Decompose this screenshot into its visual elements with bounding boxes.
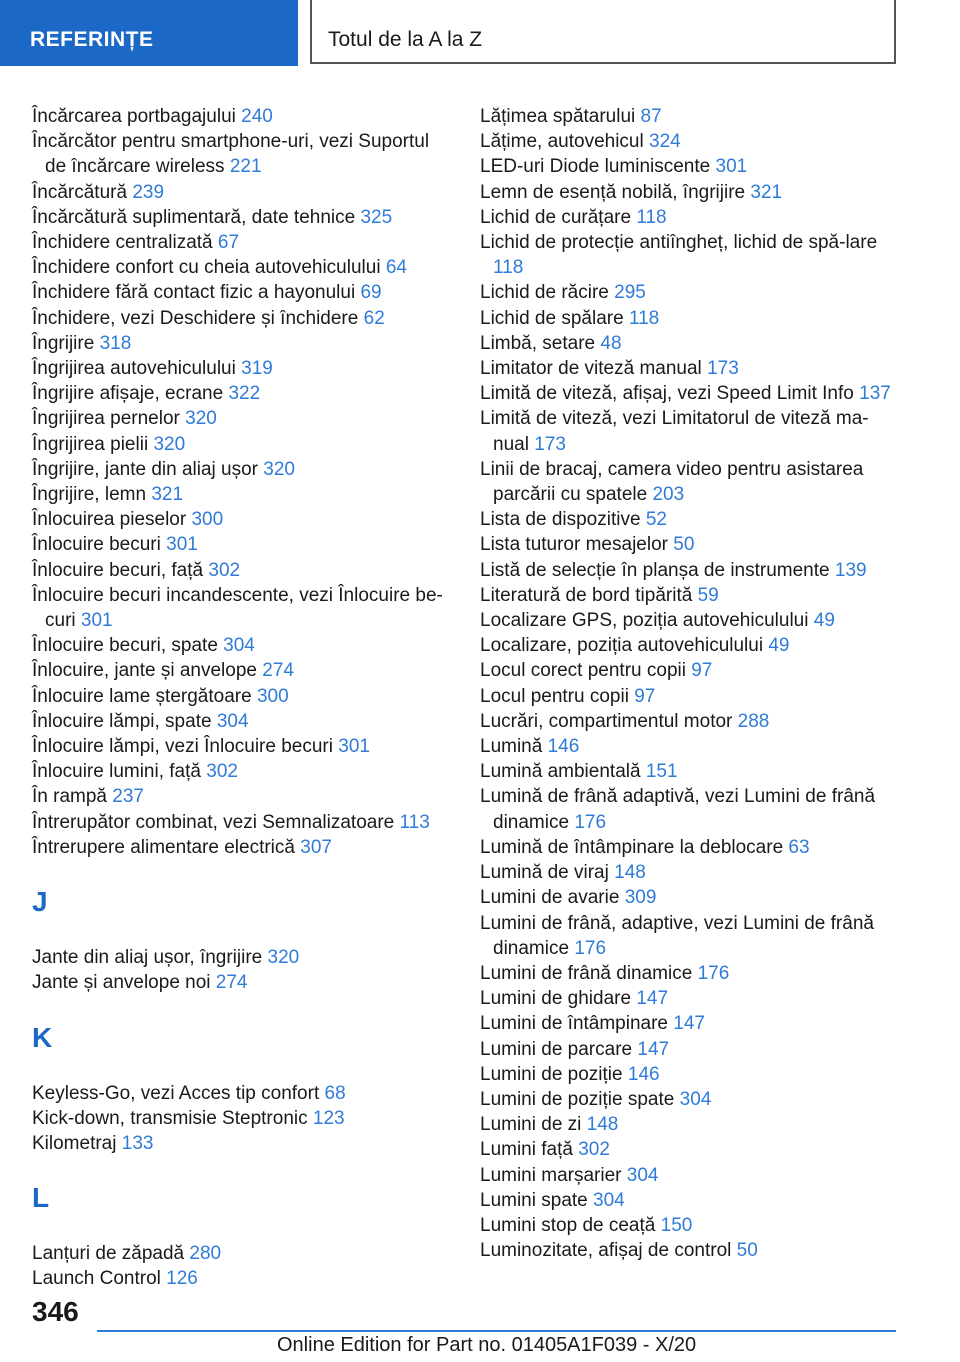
index-entry [32, 1241, 452, 1266]
index-entry [480, 205, 900, 230]
index-entry [480, 180, 900, 205]
index-entry [480, 507, 900, 532]
entry-text: Lichid de protecție antiîngheț, lichid de spă-lare [480, 232, 878, 254]
index-entry [480, 709, 900, 734]
index-entry [480, 986, 900, 1011]
entry-page-link[interactable]: 302 [206, 761, 238, 783]
entry-text: Lucrări, compartimentul motor [480, 710, 733, 732]
entry-page-link[interactable]: 97 [691, 660, 713, 682]
index-entry [480, 457, 900, 507]
entry-text: Lumină ambientală [480, 761, 641, 783]
entry-page-link[interactable]: 151 [645, 761, 678, 783]
index-entry [480, 658, 900, 683]
entry-page-link[interactable]: 280 [189, 1243, 222, 1265]
entry-text: Îngrijire, jante din aliaj ușor [32, 458, 259, 480]
entry-page-link[interactable]: 150 [660, 1214, 693, 1236]
entry-page-link[interactable]: 126 [166, 1268, 198, 1290]
entry-page-link[interactable]: 146 [627, 1063, 660, 1085]
index-group-k [32, 1081, 452, 1157]
entry-page-link[interactable]: 49 [768, 635, 790, 657]
index-entry [480, 381, 900, 406]
index-entry [32, 331, 452, 356]
index-entry [32, 432, 452, 457]
entry-text: Încărcătură suplimentară, date tehnice [32, 206, 356, 228]
entry-page-link[interactable]: 237 [112, 786, 144, 808]
entry-text: Întrerupător combinat, vezi Semnalizatoare [32, 811, 395, 833]
index-entry [32, 406, 452, 431]
index-entry [32, 205, 452, 230]
entry-text: Limbă, setare [480, 332, 596, 354]
index-entry [480, 1213, 900, 1238]
entry-text: Literatură de bord tipărită [480, 584, 693, 606]
index-group-i [32, 104, 452, 860]
entry-text: Limită de viteză, vezi Limitatorul de viteză ma-nual [480, 408, 869, 455]
entry-page-link[interactable]: 221 [229, 156, 262, 178]
index-entry [480, 911, 900, 961]
entry-text: Îngrijire [32, 332, 95, 354]
entry-page-link[interactable]: 133 [121, 1132, 154, 1154]
index-group-l [32, 1241, 452, 1291]
entry-text: Localizare GPS, poziția autovehiculului [480, 610, 809, 632]
index-entry [480, 835, 900, 860]
index-letter-l: L [32, 1182, 50, 1214]
entry-page-link[interactable]: 274 [262, 660, 294, 682]
index-entry [480, 860, 900, 885]
entry-text: Lichid de răcire [480, 282, 609, 304]
chapter-title: Totul de la A la Z [328, 28, 483, 51]
index-entry [480, 306, 900, 331]
index-entry [32, 230, 452, 255]
entry-text: Lumini de frână, adaptive, vezi Lumini de frână dinamice [480, 912, 874, 959]
entry-page-link[interactable]: 67 [217, 232, 240, 254]
entry-page-link[interactable]: 301 [166, 534, 198, 556]
index-entry [32, 583, 452, 633]
entry-page-link[interactable]: 50 [736, 1240, 758, 1262]
entry-page-link[interactable]: 319 [241, 358, 273, 380]
index-entry [32, 1081, 452, 1106]
section-title: REFERINȚE [30, 28, 154, 51]
index-entry [480, 331, 900, 356]
index-entry [32, 180, 452, 205]
entry-text: Lumină [480, 736, 543, 758]
entry-text: Lumină de viraj [480, 862, 609, 884]
entry-text: Lanțuri de zăpadă [32, 1243, 185, 1265]
entry-text: Lichid de curățare [480, 206, 632, 228]
index-entry [32, 507, 452, 532]
entry-text: Înlocuire, jante și anvelope [32, 660, 257, 682]
index-entry [480, 129, 900, 154]
entry-text: Închidere fără contact fizic a hayonului [32, 282, 356, 304]
entry-page-link[interactable]: 324 [649, 131, 681, 153]
entry-text: Linii de bracaj, camera video pentru asistarea parcării cu spatele [480, 458, 864, 506]
entry-text: Înlocuire lămpi, spate [32, 710, 212, 732]
section-tab [0, 0, 298, 66]
entry-page-link[interactable]: 302 [578, 1139, 610, 1161]
index-entry [32, 532, 452, 557]
index-entry [32, 129, 452, 179]
entry-text: Lățime, autovehicul [480, 131, 644, 153]
index-entry [32, 759, 452, 784]
entry-text: Luminozitate, afișaj de control [480, 1240, 732, 1262]
entry-page-link[interactable]: 309 [624, 887, 657, 909]
index-entry [480, 356, 900, 381]
entry-text: Kick-down, transmisie Steptronic [32, 1107, 308, 1129]
entry-text: Lumini de frână dinamice [480, 962, 693, 984]
edition-note: Online Edition for Part no. 01405A1F039 - X/20 [277, 1334, 697, 1356]
entry-text: Înlocuire lămpi, vezi Înlocuire becuri [32, 736, 333, 758]
entry-page-link[interactable]: 63 [788, 836, 810, 858]
entry-page-link[interactable]: 59 [697, 584, 719, 606]
entry-text: Îngrijirea pielii [32, 433, 149, 455]
entry-page-link[interactable]: 64 [385, 257, 407, 279]
entry-text: Închidere, vezi Deschidere și închidere [32, 307, 359, 329]
entry-text: Înlocuire becuri, spate [32, 635, 218, 657]
entry-page-link[interactable]: 176 [697, 962, 730, 984]
entry-page-link[interactable]: 240 [241, 106, 273, 127]
entry-page-link[interactable]: 146 [547, 736, 580, 758]
entry-page-link[interactable]: 68 [324, 1082, 346, 1104]
entry-page-link[interactable]: 118 [493, 257, 524, 279]
entry-text: Îngrijire, lemn [32, 484, 147, 506]
entry-page-link[interactable]: 123 [312, 1107, 345, 1129]
index-entry [480, 1037, 900, 1062]
index-entry [480, 583, 900, 608]
entry-page-link[interactable]: 239 [132, 181, 165, 203]
entry-text: Lumini de parcare [480, 1038, 633, 1060]
index-entry [480, 1087, 900, 1112]
index-entry [480, 1238, 900, 1263]
entry-page-link[interactable]: 137 [859, 383, 891, 405]
entry-page-link[interactable]: 320 [153, 433, 186, 455]
index-entry [32, 633, 452, 658]
index-entry [32, 356, 452, 381]
index-entry [32, 945, 452, 970]
entry-text: Locul pentru copii [480, 685, 629, 707]
index-entry [32, 558, 452, 583]
entry-page-link[interactable]: 304 [626, 1164, 659, 1186]
entry-page-link[interactable]: 62 [363, 307, 385, 329]
entry-page-link[interactable]: 274 [215, 972, 248, 994]
entry-page-link[interactable]: 139 [834, 559, 867, 581]
index-entry [480, 280, 900, 305]
index-letter-k: K [32, 1021, 53, 1053]
entry-text: Lumini spate [480, 1189, 588, 1211]
index-entry [480, 1062, 900, 1087]
entry-page-link[interactable]: 176 [574, 937, 607, 959]
entry-page-link[interactable]: 301 [80, 610, 113, 632]
entry-text: Lemn de esență nobilă, îngrijire [480, 181, 746, 203]
index-entry [480, 154, 900, 179]
index-entry [480, 759, 900, 784]
index-entry [480, 558, 900, 583]
index-entry [32, 255, 452, 280]
entry-text: Locul corect pentru copii [480, 660, 686, 682]
entry-page-link[interactable]: 322 [228, 383, 261, 405]
entry-text: Lumini de zi [480, 1114, 582, 1136]
entry-text: Lumină de întâmpinare la deblocare [480, 836, 784, 858]
entry-page-link[interactable]: 173 [534, 433, 566, 455]
entry-text: Lumini de poziție [480, 1063, 623, 1085]
entry-page-link[interactable]: 50 [673, 534, 695, 556]
index-entry [480, 1137, 900, 1162]
index-entry [480, 1112, 900, 1137]
index-entry [32, 734, 452, 759]
entry-page-link[interactable]: 320 [267, 947, 300, 969]
entry-text: Jante și anvelope noi [32, 972, 211, 994]
index-entry [32, 970, 452, 995]
entry-text: LED-uri Diode luminiscente [480, 156, 711, 178]
footer-divider [97, 1330, 896, 1332]
index-entry [480, 1188, 900, 1213]
index-entry [32, 381, 452, 406]
entry-text: Îngrijire afișaje, ecrane [32, 383, 224, 405]
entry-page-link[interactable]: 300 [191, 509, 224, 531]
entry-page-link[interactable]: 148 [614, 862, 646, 884]
entry-page-link[interactable]: 321 [750, 181, 783, 203]
entry-page-link[interactable]: 320 [185, 408, 217, 430]
entry-text: Lumină de frână adaptivă, vezi Lumini de frână dinamice [480, 786, 876, 833]
entry-page-link[interactable]: 173 [707, 358, 739, 380]
entry-page-link[interactable]: 301 [338, 736, 370, 758]
index-entry [480, 885, 900, 910]
entry-text: Înlocuire becuri incandescente, vezi Înlocuire be-curi [32, 584, 443, 632]
entry-text: Înlocuire lumini, față [32, 761, 201, 783]
index-entry [32, 1266, 452, 1291]
index-entry [32, 104, 452, 129]
entry-text: Lumini de întâmpinare [480, 1013, 668, 1035]
entry-page-link[interactable]: 147 [637, 1038, 670, 1060]
entry-text: Keyless-Go, vezi Acces tip confort [32, 1082, 320, 1104]
entry-text: Încărcarea portbagajului [32, 106, 236, 127]
entry-page-link[interactable]: 304 [223, 635, 255, 657]
entry-text: Listă de selecție în planșa de instrumente [480, 559, 830, 581]
index-entry [480, 608, 900, 633]
entry-page-link[interactable]: 87 [640, 106, 662, 127]
index-entry [480, 104, 900, 129]
index-entry [32, 1131, 452, 1156]
entry-text: Întrerupere alimentare electrică [32, 836, 295, 858]
entry-text: În rampă [32, 786, 107, 808]
entry-page-link[interactable]: 304 [593, 1189, 625, 1211]
entry-text: Lumini față [480, 1139, 573, 1161]
index-entry [32, 835, 452, 860]
index-entry [32, 280, 452, 305]
entry-page-link[interactable]: 320 [263, 458, 295, 480]
index-entry [32, 709, 452, 734]
entry-page-link[interactable]: 147 [673, 1013, 705, 1035]
entry-text: Lichid de spălare [480, 307, 624, 329]
entry-page-link[interactable]: 147 [636, 988, 669, 1010]
entry-page-link[interactable]: 302 [208, 559, 241, 581]
entry-page-link[interactable]: 321 [151, 484, 184, 506]
entry-text: Lumini de avarie [480, 887, 620, 909]
entry-page-link[interactable]: 97 [634, 685, 656, 707]
entry-text: Lista tuturor mesajelor [480, 534, 668, 556]
entry-page-link[interactable]: 318 [99, 332, 132, 354]
index-entry [480, 684, 900, 709]
index-entry [480, 1163, 900, 1188]
index-entry [32, 1106, 452, 1131]
entry-text: Înlocuire becuri, față [32, 559, 204, 581]
index-entry [32, 658, 452, 683]
index-entry [32, 810, 452, 835]
entry-text: Kilometraj [32, 1132, 117, 1154]
index-group-j [32, 945, 452, 995]
entry-page-link[interactable]: 52 [645, 509, 667, 531]
entry-text: Înlocuire lame ștergătoare [32, 685, 252, 707]
entry-page-link[interactable]: 203 [652, 484, 685, 506]
entry-text: Limită de viteză, afișaj, vezi Speed Limit Info [480, 383, 854, 405]
entry-page-link[interactable]: 325 [360, 206, 393, 228]
entry-page-link[interactable]: 301 [715, 156, 748, 178]
entry-text: Îngrijirea autovehiculului [32, 358, 236, 380]
entry-text: Localizare, poziția autovehiculului [480, 635, 764, 657]
index-group-l-continued [480, 104, 900, 1263]
entry-page-link[interactable]: 48 [600, 332, 622, 354]
page-number: 346 [32, 1296, 79, 1327]
entry-page-link[interactable]: 295 [614, 282, 646, 304]
index-column-left [32, 104, 452, 1292]
entry-text: Lumini stop de ceață [480, 1214, 656, 1236]
entry-text: Îngrijirea pernelor [32, 408, 180, 430]
entry-text: Jante din aliaj ușor, îngrijire [32, 947, 263, 969]
entry-page-link[interactable]: 304 [679, 1088, 712, 1110]
entry-text: Lumini marșarier [480, 1164, 622, 1186]
entry-page-link[interactable]: 118 [628, 307, 660, 329]
entry-text: Limitator de viteză manual [480, 358, 702, 380]
index-entry [480, 734, 900, 759]
entry-text: Înlocuire becuri [32, 534, 161, 556]
entry-page-link[interactable]: 148 [586, 1114, 619, 1136]
index-entry [32, 482, 452, 507]
entry-page-link[interactable]: 118 [636, 206, 667, 228]
index-entry [480, 1011, 900, 1036]
entry-text: Închidere centralizată [32, 232, 213, 254]
entry-page-link[interactable]: 300 [256, 685, 289, 707]
entry-page-link[interactable]: 307 [300, 836, 332, 858]
entry-text: Lista de dispozitive [480, 509, 641, 531]
entry-text: Încărcătură [32, 181, 128, 203]
entry-page-link[interactable]: 304 [216, 710, 249, 732]
entry-text: Închidere confort cu cheia autovehiculului [32, 257, 381, 279]
index-letter-j: J [32, 886, 48, 918]
index-entry [480, 230, 900, 280]
entry-page-link[interactable]: 113 [399, 811, 430, 833]
entry-page-link[interactable]: 69 [360, 282, 382, 304]
entry-page-link[interactable]: 49 [813, 610, 835, 632]
index-entry [32, 457, 452, 482]
index-entry [480, 532, 900, 557]
entry-text: Lățimea spătarului [480, 106, 636, 127]
index-entry [480, 406, 900, 456]
entry-page-link[interactable]: 176 [574, 811, 607, 833]
index-entry [32, 784, 452, 809]
entry-text: Lumini de ghidare [480, 988, 632, 1010]
index-column-right [480, 104, 900, 1263]
entry-text: Launch Control [32, 1268, 161, 1290]
index-entry [480, 961, 900, 986]
entry-text: Încărcător pentru smartphone-uri, vezi Suportul de încărcare wireless [32, 131, 430, 178]
index-entry [480, 784, 900, 834]
entry-text: Înlocuirea pieselor [32, 509, 187, 531]
index-entry [32, 684, 452, 709]
entry-text: Lumini de poziție spate [480, 1088, 675, 1110]
entry-page-link[interactable]: 288 [737, 710, 770, 732]
page-header [310, 0, 896, 64]
index-entry [480, 633, 900, 658]
index-entry [32, 306, 452, 331]
